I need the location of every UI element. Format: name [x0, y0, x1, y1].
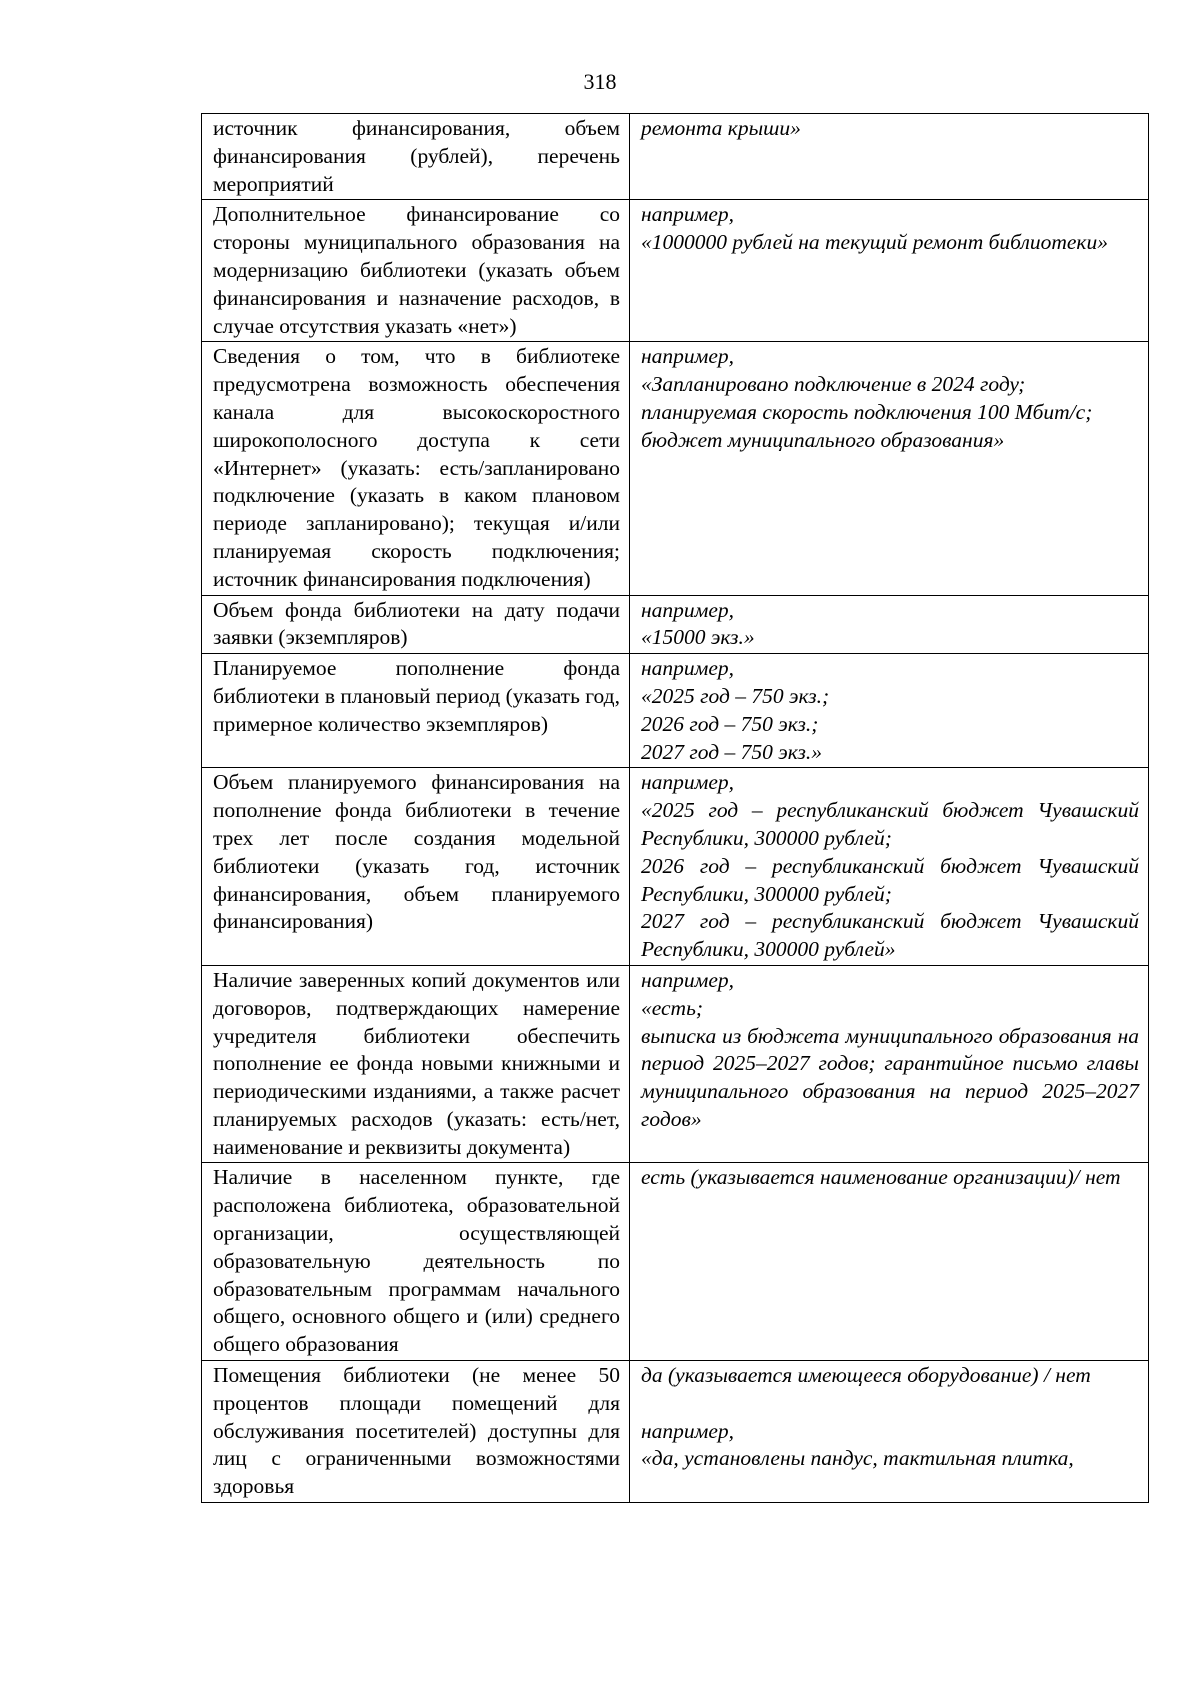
value-line: «Запланировано подключение в 2024 году;	[641, 372, 1026, 397]
row-value	[630, 965, 1149, 1163]
value-line: например,	[641, 202, 735, 227]
row-label: источник финансирования, объем финансирования (рублей), перечень мероприятий	[202, 114, 630, 200]
value-line: ремонта крыши»	[641, 116, 801, 140]
value-line: 2027 год – республиканский бюджет Чувашский Республики, 300000 рублей»	[641, 909, 1139, 962]
value-line: планируемая скорость подключения 100 Мбит/с;	[641, 399, 1093, 424]
row-label: Наличие в населенном пункте, где расположена библиотека, образовательной организации, осуществляющей образовательную деятельность по образовательным программам начального общего, основного общего и (или) среднего общего образования	[202, 1163, 630, 1361]
table-row	[202, 1361, 1149, 1503]
table-row	[202, 965, 1149, 1163]
row-label: Объем планируемого финансирования на пополнение фонда библиотеки в течение трех лет после создания модельной библиотеки (указать год, источник финансирования, объем планируемого финансирования)	[202, 768, 630, 966]
value-line: 2027 год – 750 экз.»	[641, 739, 822, 764]
row-value	[630, 114, 1149, 200]
row-label: Дополнительное финансирование со стороны муниципального образования на модернизацию библиотеки (указать объем финансирования и назначение расходов, в случае отсутствия указать «нет»)	[202, 200, 630, 342]
table-row	[202, 200, 1149, 342]
value-spacer	[641, 1390, 1139, 1418]
value-line: 2026 год – республиканский бюджет Чувашский Республики, 300000 рублей;	[641, 853, 1139, 906]
row-label: Планируемое пополнение фонда библиотеки в плановый период (указать год, примерное количество экземпляров)	[202, 654, 630, 768]
value-line: «15000 экз.»	[641, 625, 755, 650]
row-value	[630, 200, 1149, 342]
row-value	[630, 595, 1149, 654]
value-line: например,	[641, 344, 735, 369]
value-line: «есть;	[641, 995, 704, 1020]
value-line: например,	[641, 967, 735, 992]
application-form-table	[201, 113, 1149, 1503]
value-line: да (указывается имеющееся оборудование) / нет	[641, 1363, 1091, 1388]
value-line: «2025 год – 750 экз.;	[641, 683, 830, 708]
row-value	[630, 342, 1149, 595]
value-line: например,	[641, 656, 735, 681]
row-label: Объем фонда библиотеки на дату подачи заявки (экземпляров)	[202, 595, 630, 654]
table-body	[202, 114, 1149, 1503]
row-label: Наличие заверенных копий документов или договоров, подтверждающих намерение учредителя библиотеки обеспечить пополнение ее фонда новыми книжными и периодическими изданиями, а также расчет планируемых расходов (указать: есть/нет, наименование и реквизиты документа)	[202, 965, 630, 1163]
table-row	[202, 1163, 1149, 1361]
value-line: «2025 год – республиканский бюджет Чувашский Республики, 300000 рублей;	[641, 798, 1139, 850]
value-line: есть (указывается наименование организации)/ нет	[641, 1165, 1121, 1190]
table-row	[202, 768, 1149, 966]
table-row	[202, 595, 1149, 654]
table-row	[202, 342, 1149, 595]
value-line: бюджет муниципального образования»	[641, 427, 1005, 452]
row-label: Помещения библиотеки (не менее 50 процентов площади помещений для обслуживания посетителей) доступны для лиц с ограниченными возможностями здоровья	[202, 1361, 630, 1503]
value-line: например,	[641, 1418, 735, 1443]
row-value	[630, 1361, 1149, 1503]
row-label: Сведения о том, что в библиотеке предусмотрена возможность обеспечения канала для высокоскоростного широкополосного доступа к сети «Интернет» (указать: есть/запланировано подключение (указать в каком плановом периоде запланировано); текущая и/или планируемая скорость подключения; источник финансирования подключения)	[202, 342, 630, 595]
value-line: например,	[641, 597, 735, 622]
value-line: 2026 год – 750 экз.;	[641, 711, 819, 736]
row-value	[630, 768, 1149, 966]
value-line: «да, установлены пандус, тактильная плитка,	[641, 1446, 1074, 1471]
value-line: например,	[641, 770, 735, 795]
table-row	[202, 114, 1149, 200]
value-line: «1000000 рублей на текущий ремонт библиотеки»	[641, 230, 1108, 255]
value-line: выписка из бюджета муниципального образования на период 2025–2027 годов; гарантийное письмо главы муниципального образования на период 2025–2027 годов»	[641, 1023, 1139, 1131]
page-number: 318	[583, 69, 617, 94]
table-row	[202, 654, 1149, 768]
row-value	[630, 1163, 1149, 1361]
row-value	[630, 654, 1149, 768]
